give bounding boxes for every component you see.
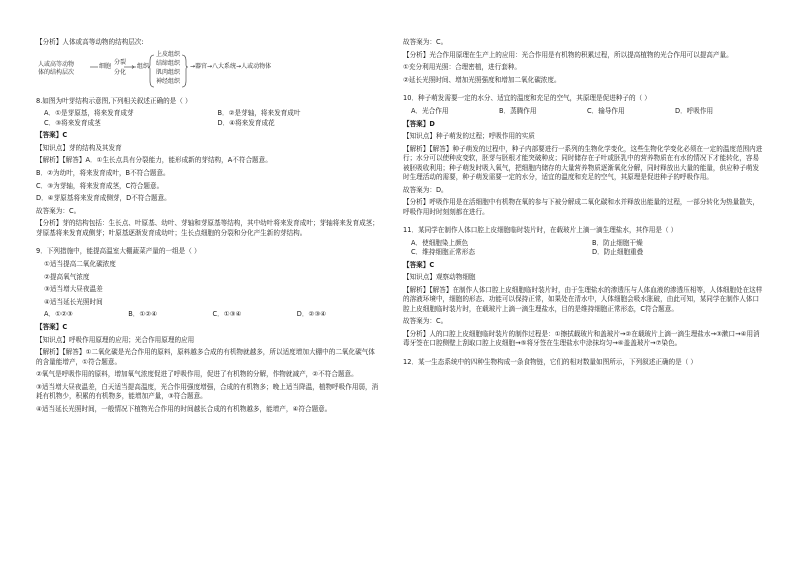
q9-stem: 9．下列措施中，能提高温室大棚蔬菜产量的一组是（ ） <box>36 247 201 256</box>
q9-option-b: B．①②④ <box>128 310 158 319</box>
q8-explain-b: B．②为幼叶，将来发育成叶，B不符合题意。 <box>36 168 170 177</box>
q11-answer: 【答案】C <box>403 260 435 269</box>
diagram-rest-chain: →器官→八大系统→人或动物体 <box>190 62 272 70</box>
q9-analysis: 【分析】光合作用原理在生产上的应用：光合作用是有机物的积累过程，所以提高植物的光合作用可以提高产量。 <box>403 50 733 59</box>
q10-explain: 【解析】【解答】种子萌发的过程中，种子内部要进行一系列的生物化学变化，这些生物化学变化必须在一定的温度范围内进行；水分可以使种皮变软，胚芽与胚根才能突破种皮；同时储存在子叶或胚乳中的营养物质在有水的情况下才能转化，容易被胚吸收利用；种子萌发时吸入氧气，把细胞内储存的大量营养物质逐渐氧化分解，同时释放出大量的能量，供应种子萌发时生理活动的需要，种子萌发需要一定的水分，适宜的温度和充足的空气，其原理是促进种子的呼吸作用。 <box>403 144 763 181</box>
q10-knowledge-point: 【知识点】种子萌发的过程；呼吸作用的实质 <box>403 132 535 141</box>
q12-stem: 12．某一生态系统中的四种生物构成一条食物链，它们的相对数量如图所示，下列叙述正确的是（ ） <box>403 357 698 366</box>
q8-option-b: B．②是芽轴，将来发育成叶 <box>217 109 301 118</box>
diagram-root-line1: 人或高等动物 <box>38 60 75 68</box>
q11-explain: 【解析】【解答】在制作人体口腔上皮细胞临时装片时，由于生理盐水的渗透压与人体血液的渗透压相等，人体细胞处在这样的溶液环境中，细胞的形态、功能可以保持正常，如果处在清水中，人体细胞会吸水胀破，由此可知，某同学在制作人体口腔上皮细胞临时装片时，在载玻片上滴一滴生理盐水，目的是维持细胞正常形态，C符合题意。 <box>403 285 763 313</box>
diagram-cell: 细胞 <box>99 62 112 70</box>
q10-analysis: 【分析】呼吸作用是在活细胞中有机物在氧的参与下被分解成二氧化碳和水并释放出能量的过程，一部分转化为热量散失，呼吸作用时时刻刻都在进行。 <box>403 198 760 216</box>
q8-option-c: C．③将来发育成茎 <box>44 118 101 127</box>
q9-analysis-point-1: ①充分利用光照：合理密植，进行套种。 <box>403 63 522 72</box>
q8-options <box>44 109 381 128</box>
q11-option-a: A．使细胞染上颜色 <box>411 238 469 247</box>
q9-answer: 【答案】C <box>36 322 68 331</box>
q11-option-c: C．维持细胞正常形态 <box>411 248 475 257</box>
q9-item-3: ③适当增大昼夜温差 <box>44 285 103 294</box>
q10-option-a: A．光合作用 <box>411 106 449 115</box>
diagram-tissue-nerve: 神经组织 <box>156 77 181 85</box>
q11-option-d: D．防止细胞重叠 <box>592 248 644 257</box>
q8-analysis: 【分析】芽的结构包括：生长点、叶原基、幼叶、芽轴和芽原基等结构，其中幼叶将来发育成叶；芽轴将来发育成茎；芽原基将来发育成侧芽；叶原基逐渐发育成幼叶；生长点细胞的分裂和分化产生新的芽结构。 <box>36 219 379 237</box>
right-column <box>403 38 763 371</box>
q10-stem: 10．种子萌发需要一定的水分、适宜的温度和充足的空气，其原理是促进种子的（ ） <box>403 94 651 103</box>
diagram-differentiation: 分化 <box>114 68 127 76</box>
q9-item-2: ②提高氧气浓度 <box>44 272 90 281</box>
q8-stem: 8.如图为叶芽结构示意图,下列相关叙述正确的是（ ） <box>36 96 192 105</box>
q8-knowledge-point: 【知识点】芽的结构及其发育 <box>36 143 122 152</box>
q9-explain-3: ③适当增大昼夜温差，白天适当提高温度，光合作用强度增强，合成的有机物多；晚上适当降温，植物呼吸作用弱，消耗有机物少，积累的有机物多，能增加产量，③符合题意。 <box>36 382 379 401</box>
q10-answer: 【答案】D <box>403 119 435 128</box>
left-column <box>36 38 381 417</box>
q11-option-b: B．防止细胞干燥 <box>592 238 643 247</box>
q11-final-answer: 故答案为：C。 <box>403 317 448 326</box>
q9-explain-1: 【解析】【解答】①二氧化碳是光合作用的原料，原料越多合成的有机物就越多，所以适度增加大棚中的二氧化碳气体的含量能增产，①符合题意。 <box>36 348 375 366</box>
q9-final-answer: 故答案为：C。 <box>403 38 448 46</box>
diagram-division: 分裂 <box>114 58 127 66</box>
analysis-heading: 【分析】人体或高等动物的结构层次: <box>36 38 144 46</box>
q8-option-a: A．①是芽原基，将来发育成芽 <box>44 109 134 118</box>
structure-hierarchy-diagram <box>36 51 381 91</box>
diagram-tissue-epithelial: 上皮组织 <box>156 50 181 58</box>
q9-option-d: D．②③④ <box>296 310 327 319</box>
q9-option-c: C．①③④ <box>212 310 242 319</box>
q8-final-answer: 故答案为：C。 <box>36 206 81 215</box>
q11-analysis: 【分析】人的口腔上皮细胞临时装片的制作过程是：①擦拭载玻片和盖玻片→②在载玻片上滴一滴生理盐水→③漱口→④用消毒牙签在口腔侧壁上刮取口腔上皮细胞→⑤将牙签在生理盐水中涂抹均匀→⑥盖盖玻片→⑦染色。 <box>403 329 760 348</box>
diagram-root-line2: 体的结构层次 <box>38 68 75 76</box>
q10-options <box>411 107 763 116</box>
q9-knowledge-point: 【知识点】呼吸作用原理的应用；光合作用原理的应用 <box>36 335 195 344</box>
q10-option-c: C．输导作用 <box>587 106 625 115</box>
q11-options <box>411 239 763 258</box>
q10-option-b: B．蒸腾作用 <box>499 106 537 115</box>
q11-knowledge-point: 【知识点】观察动物细胞 <box>403 273 476 282</box>
q9-option-a: A．①②③ <box>44 310 73 319</box>
diagram-tissue: 组织 <box>137 62 150 70</box>
q8-explain-c: C．③为芽轴，将来发育成茎，C符合题意。 <box>36 181 164 190</box>
q9-item-4: ④适当延长光照时间 <box>44 297 103 306</box>
q8-explain-d: D．④芽原基将来发育成侧芽，D不符合题意。 <box>36 194 171 203</box>
diagram-tissue-connective: 结缔组织 <box>156 59 181 67</box>
hierarchy-lines <box>36 51 381 91</box>
q8-option-d: D．④将来发育成花 <box>217 118 275 127</box>
q8-explain-a: 【解析】【解答】A．①生长点具有分裂能力，能形成新的芽结构，A不符合题意。 <box>36 156 272 165</box>
q10-final-answer: 故答案为：D。 <box>403 185 448 194</box>
q11-stem: 11．某同学在制作人体口腔上皮细胞临时装片时，在载玻片上滴一滴生理盐水，其作用是（ ） <box>403 226 678 235</box>
q9-explain-2: ②氧气是呼吸作用的原料，增加氧气浓度促进了呼吸作用，促进了有机物的分解，作物就减产，②不符合题意。 <box>36 370 358 379</box>
q9-explain-4: ④适当延长光照时间，一般情况下植物光合作用的时间越长合成的有机物越多，能增产，④符合题意。 <box>36 404 332 413</box>
q9-item-1: ①适当提高二氧化碳浓度 <box>44 259 116 268</box>
q9-analysis-point-2: ②延长光照时间、增加光照强度和增加二氧化碳浓度。 <box>403 75 561 84</box>
q9-options <box>44 310 381 319</box>
diagram-tissue-muscle: 肌肉组织 <box>156 68 181 76</box>
q10-option-d: D．呼吸作用 <box>675 106 714 115</box>
q8-answer: 【答案】C <box>36 131 68 140</box>
